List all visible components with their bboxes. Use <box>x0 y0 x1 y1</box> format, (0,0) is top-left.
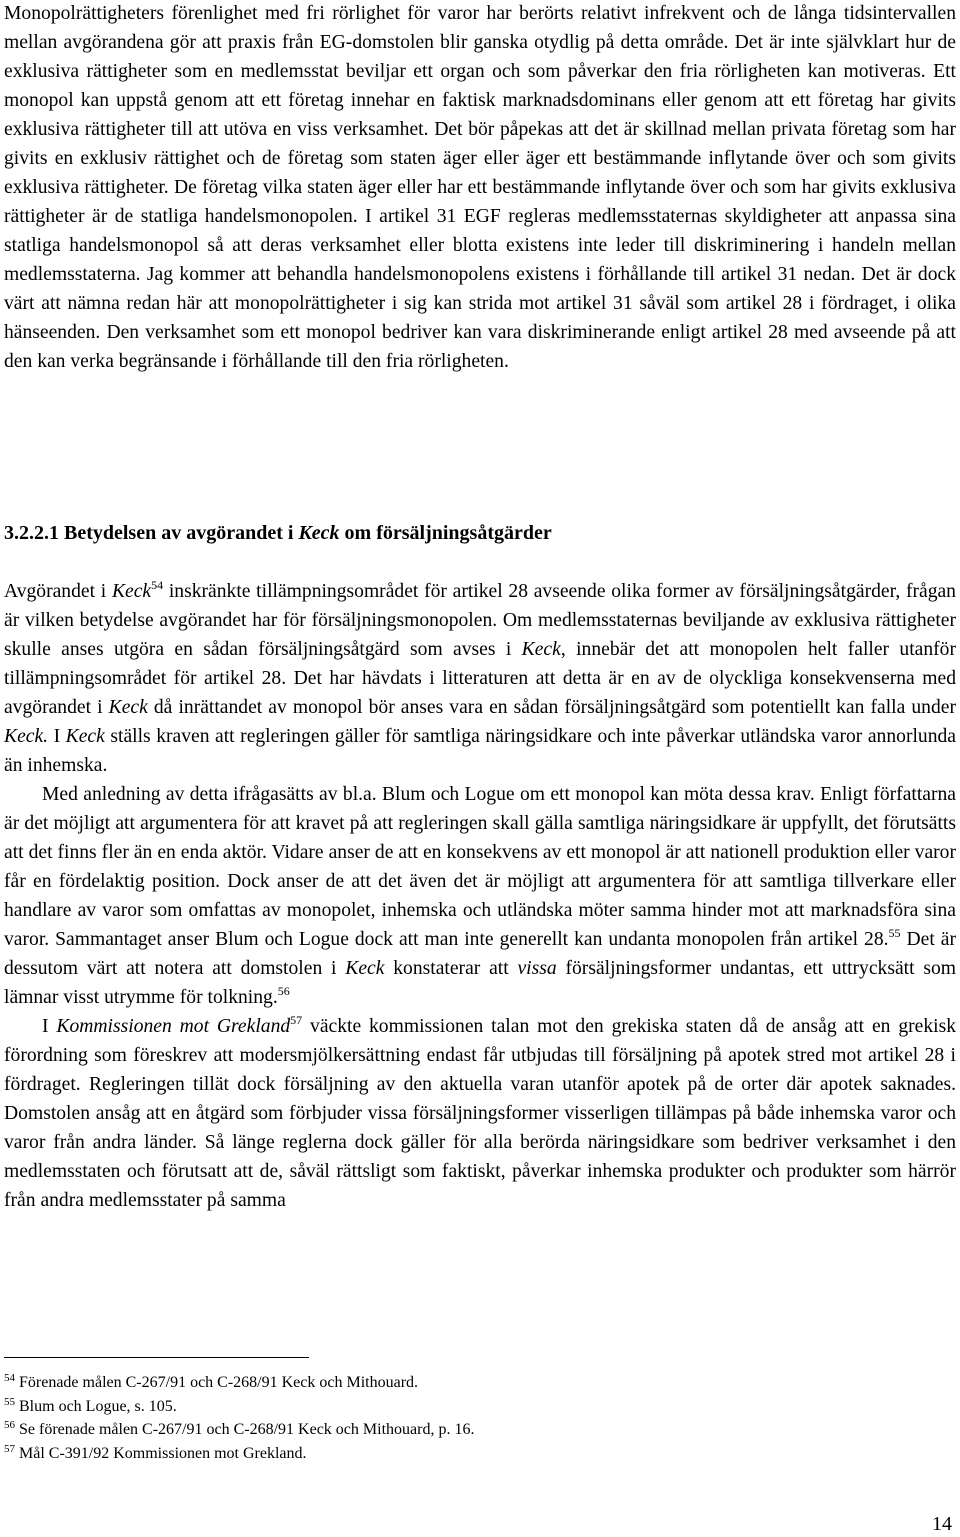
section-heading-keck <box>4 519 956 548</box>
text-run: väckte kommissionen talan mot den grekiska staten då de ansåg att en grekisk förordning som föreskrev att modersmjölkersättning endast får utbjudas till försäljning på apotek stred mot artikel 28 i fördraget. Regleringen tillät dock försäljning av den aktuella varan utanför apotek på de orter där apotek saknades. Domstolen ansåg att en åtgärd som förbjuder vissa försäljningsformer visserligen tillämpas på både inhemska varor och varor från andra länder. Så länge reglerna dock gäller för alla berörda näringsidkare som bedriver verksamhet i den medlemsstaten och förutsatt att de, såväl rättsligt som faktiskt, påverkar inhemska produkter och produkter som härrör från andra medlemsstater på samma <box>4 1016 956 1211</box>
text-run: Det är dessutom värt att notera att domstolen i <box>4 929 956 979</box>
footnote-ref-57[interactable]: 57 <box>290 1013 303 1027</box>
case-name-italic: Keck <box>65 726 105 747</box>
paragraph-blum-logue <box>4 780 956 1012</box>
footnote-number: 56 <box>4 1419 15 1432</box>
case-name-italic: Keck. <box>4 726 49 747</box>
text-run: inskränkte tillämpningsområdet för artikel 28 avseende olika former av försäljningsåtgärder, frågan är vilken betydelse avgörandet har för försäljningsmonopolen. Om medlemsstaternas beviljande av exklusiva rättigheter skulle anses utgöra en sådan försäljningsåtgärd som avses i <box>4 581 956 660</box>
case-name-italic: Keck <box>108 697 148 718</box>
emphasis-italic: vissa <box>517 958 557 979</box>
footnote-ref-54[interactable]: 54 <box>151 578 164 592</box>
paragraph-keck-judgment <box>4 577 956 780</box>
footnote-54 <box>4 1371 956 1395</box>
footnote-ref-56[interactable]: 56 <box>277 984 290 998</box>
footnote-56 <box>4 1418 956 1442</box>
case-name-italic: Keck <box>345 958 385 979</box>
paragraph-commission-greece <box>4 1012 956 1215</box>
case-name-italic: Kommissionen mot Grekland <box>56 1016 291 1037</box>
text-run: konstaterar att <box>384 958 518 979</box>
page-number: 14 <box>932 1513 952 1535</box>
text-run: I <box>42 1016 57 1037</box>
footnote-number: 54 <box>4 1372 15 1384</box>
text-run: Avgörandet i <box>4 581 112 602</box>
footnote-text: Blum och Logue, s. 105. <box>15 1397 177 1415</box>
footnotes <box>4 1371 956 1465</box>
heading-text-suffix: om försäljningsåtgärder <box>339 522 552 544</box>
footnote-separator <box>4 1357 309 1358</box>
section-body <box>4 577 956 1215</box>
footnote-text: Förenade målen C-267/91 och C-268/91 Keck och Mithouard. <box>15 1374 419 1391</box>
footnote-57 <box>4 1442 956 1466</box>
footnote-55 <box>4 1395 956 1419</box>
heading-keck-italic: Keck <box>298 522 340 544</box>
text-run: då inrättandet av monopol bör anses vara en sådan försäljningsåtgärd som potentiellt kan falla under <box>147 697 956 718</box>
text-run: , innebär det att monopolen helt faller utanför tillämpningsområdet för artikel 28. Det har hävdats i litteraturen att detta är en av de olyckliga konsekvenserna med avgörandet i <box>4 639 956 718</box>
document-page <box>4 0 956 1537</box>
footnote-text: Se förenade målen C-267/91 och C-268/91 Keck och Mithouard, p. 16. <box>15 1421 475 1439</box>
footnote-number: 57 <box>4 1442 15 1455</box>
text-run: ställs kraven att regleringen gäller för samtliga näringsidkare och inte påverkar utländska varor annorlunda än inhemska. <box>4 726 957 776</box>
case-name-italic: Keck <box>521 639 561 660</box>
text-run: försäljningsformer undantas, ett uttrycksätt som lämnar visst utrymme för tolkning. <box>4 958 956 1008</box>
text-run: I <box>48 726 66 747</box>
text-run: Med anledning av detta ifrågasätts av bl.a. Blum och Logue om ett monopol kan möta dessa krav. Enligt författarna är det möjligt att argumentera för att kravet på att regleringen skall gälla samtliga näringsidkare är uppfyllt, det förutsätts att det finns fler än en enda aktör. Vidare anser de att en konsekvens av ett monopol är att nationell produktion eller varor får en fördelaktig position. Dock anser de att det även det är möjligt att argumentera för att samtliga tillverkare eller handlare av varor som omfattas av monopolet, inhemska och utländska möter samma hinder mot att marknadsföra sina varor. Sammantaget anser Blum och Logue dock att man inte generellt kan undanta monopolen från artikel 28. <box>4 784 956 950</box>
footnote-ref-55[interactable]: 55 <box>888 926 901 940</box>
case-name-italic: Keck <box>111 581 152 602</box>
footnote-number: 55 <box>4 1395 15 1408</box>
footnote-text: Mål C-391/92 Kommissionen mot Grekland. <box>15 1444 307 1462</box>
heading-text-prefix: 3.2.2.1 Betydelsen av avgörandet i <box>4 522 299 544</box>
paragraph-monopoly-rights: Monopolrättigheters förenlighet med fri rörlighet för varor har berörts relativt infrekvent och de långa tidsintervallen mellan avgörandena gör att praxis från EG-domstolen blir ganska otydlig på detta område. Det är inte självklart hur de exklusiva rättigheter som en medlemsstat beviljar ett organ och som påverkar den fria rörligheten kan motiveras. Ett monopol kan uppstå genom att ett företag innehar en faktisk marknadsdominans eller genom att ett företag har givits exklusiva rättigheter till att utöva en viss verksamhet. Det bör påpekas att det är skillnad mellan privata företag som har givits en exklusiv rättighet och de företag som staten äger eller äger ett bestämmande inflytande över och som givits exklusiva rättigheter. De företag vilka staten äger eller har ett bestämmande inflytande över och som har givits exklusiva rättigheter är de statliga handelsmonopolen. I artikel 31 EGF regleras medlemsstaternas skyldigheter att anpassa sina statliga handelsmonopol så att deras verksamhet eller blotta existens inte leder till diskriminering i handeln mellan medlemsstaterna. Jag kommer att behandla handelsmonopolens existens i förhållande till artikel 31 nedan. Det är dock värt att nämna redan här att monopolrättigheter i sig kan strida mot artikel 31 såväl som artikel 28 i fördraget, i olika hänseenden. Den verksamhet som ett monopol bedriver kan vara diskriminerande enligt artikel 28 med avseende på att den kan verka begränsande i förhållande till den fria rörligheten. <box>4 3 956 372</box>
